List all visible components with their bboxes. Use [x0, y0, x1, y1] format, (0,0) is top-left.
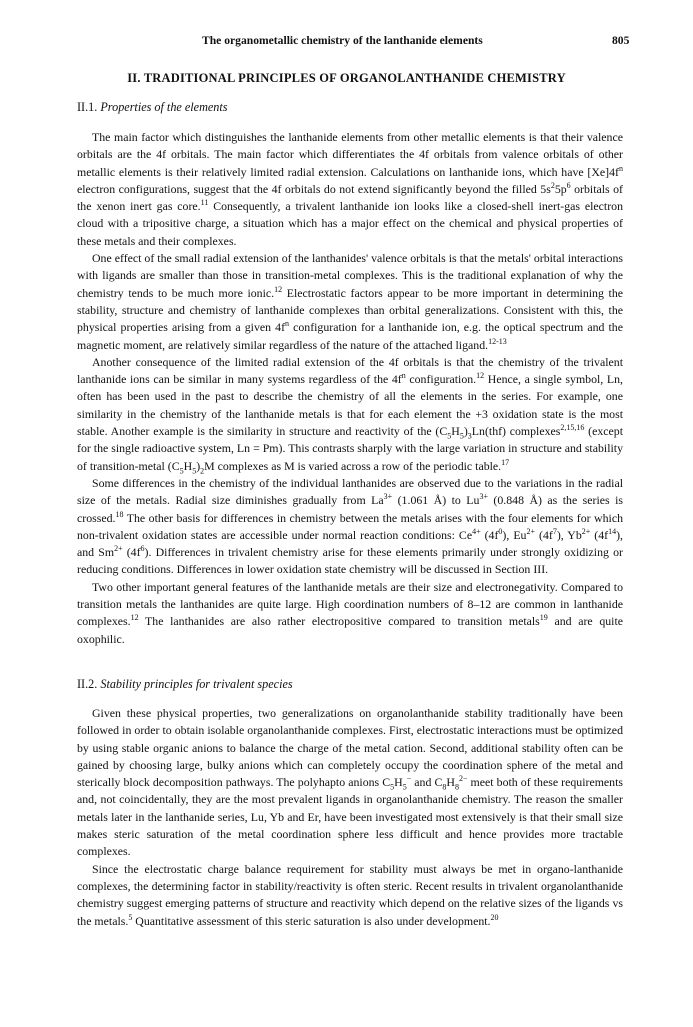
body-text-properties [77, 129, 623, 648]
subsection-number: II.2. [77, 677, 98, 691]
subsection-title: Properties of the elements [100, 100, 228, 114]
paragraph: One effect of the small radial extension of the lanthanides' valence orbitals is that the metals' orbital interactions with ligands are smaller than those in transition-metal complexes. This is the traditional explanation of why the chemistry tends to be much more ionic.$^{12}$ Electrostatic factors appear to be more important in determining the stability, structure and chemistry of lanthanide complexes than orbital generalizations. Consistent with this, the physical properties arising from a given $4f^n$ configuration for a lanthanide ion, e.g. the optical spectrum and the magnetic moment, are relatively similar regardless of the nature of the attached ligand.$^{12-13}$ [77, 251, 623, 352]
paragraph: Another consequence of the limited radial extension of the 4f orbitals is that the chemistry of the trivalent lanthanide ions can be similar in many systems regardless of the $4f^n$ configuration.$^{12}$ Hence, a single symbol, Ln, often has been used in the past to describe the chemistry of all the elements in the series. For example, one similarity in the chemistry of the lanthanide metals is that for each element the +3 oxidation state is the most stable. Another example is the similarity in structure and reactivity of the $(C_5H_5)_3Ln(thf)$ complexes$^{2,15,16}$ (except for the single radioactive system, Ln = Pm). This contrasts sharply with the large variation in structure and stability of transition-metal $(C_5H_5)_2M$ complexes as M is varied across a row of the periodic table.$^{17}$ [77, 354, 624, 475]
body-text-stability [77, 705, 623, 930]
subsection-number: II.1. [77, 100, 98, 114]
running-header [0, 34, 693, 54]
subsection-heading-stability [77, 677, 293, 692]
subsection-heading-properties [77, 100, 228, 115]
paragraph: Two other important general features of the lanthanide metals are their size and electronegativity. Compared to transition metals the lanthanides are quite large. High coordination numbers of 8–12 are common in lanthanide complexes.$^{12}$ The lanthanides are also rather electropositive compared to transition metals$^{19}$ and are quite oxophilic. [77, 579, 623, 646]
page-number: 805 [612, 34, 630, 47]
paragraph: Given these physical properties, two generalizations on organolanthanide stability traditionally have been followed in order to obtain isolable organolanthanide complexes. First, electrostatic interactions must be optimized by using stable organic anions to balance the charge of the metal cation. Second, additional stability often can be gained by choosing large, bulky anions which can completely occupy the coordination sphere of the metal and sterically block decomposition pathways. The polyhapto anions $C_5H_5^-$ and $C_8H_8^{2-}$ meet both of these requirements and, not coincidentally, they are the most prevalent ligands in organolanthanide chemistry. The reason the smaller metals later in the lanthanide series, Lu, Yb and Er, have been investigated most extensively is that their small size makes steric saturation of the metal coordination sphere less difficult and hence provides more tractable complexes. [77, 706, 623, 859]
running-title: The organometallic chemistry of the lanthanide elements [202, 34, 483, 47]
section-heading: II. TRADITIONAL PRINCIPLES OF ORGANOLANTHANIDE CHEMISTRY [127, 71, 566, 85]
paragraph: Some differences in the chemistry of the individual lanthanides are observed due to the variations in the radial size of the metals. Radial size diminishes gradually from $La^{3+}$ (1.061 Å) to $Lu^{3+}$ (0.848 Å) as the series is crossed.$^{18}$ The other basis for differences in chemistry between the metals arises with the four elements for which non-trivalent oxidation states are accessible under normal reaction conditions: $Ce^{4+}$ $(4f^0)$, $Eu^{2+}$ $(4f^7)$, $Yb^{2+}$ $(4f^{14})$, and $Sm^{2+}$ $(4f^6)$. Differences in trivalent chemistry arise for these elements primarily under strongly oxidizing or reducing conditions. Differences in lower oxidation state chemistry will be discussed in Section III. [77, 475, 624, 577]
subsection-title: Stability principles for trivalent species [100, 677, 293, 691]
paragraph: The main factor which distinguishes the lanthanide elements from other metallic elements is that their valence orbitals are the 4f orbitals. The main factor which differentiates the 4f orbitals from valence orbitals of other metallic elements is their relatively limited radial extension. Calculations on lanthanide ions, which have $[Xe]4f^n$ electron configurations, suggest that the 4f orbitals do not extend significantly beyond the filled $5s^25p^6$ orbitals of the xenon inert gas core.$^{11}$ Consequently, a trivalent lanthanide ion looks like a closed-shell inert-gas electron cloud with a tripositive charge, a situation which has a major effect on the chemical and physical properties of these metals and their complexes. [77, 130, 623, 248]
paragraph: Since the electrostatic charge balance requirement for stability must always be met in organo-lanthanide complexes, the determining factor in stability/reactivity is often steric. Recent results in trivalent organolanthanide chemistry suggest emerging patterns of structure and reactivity which depend on the relative sizes of the ligands vs the metals.$^5$ Quantitative assessment of this steric saturation is also under development.$^{20}$ [77, 861, 623, 928]
